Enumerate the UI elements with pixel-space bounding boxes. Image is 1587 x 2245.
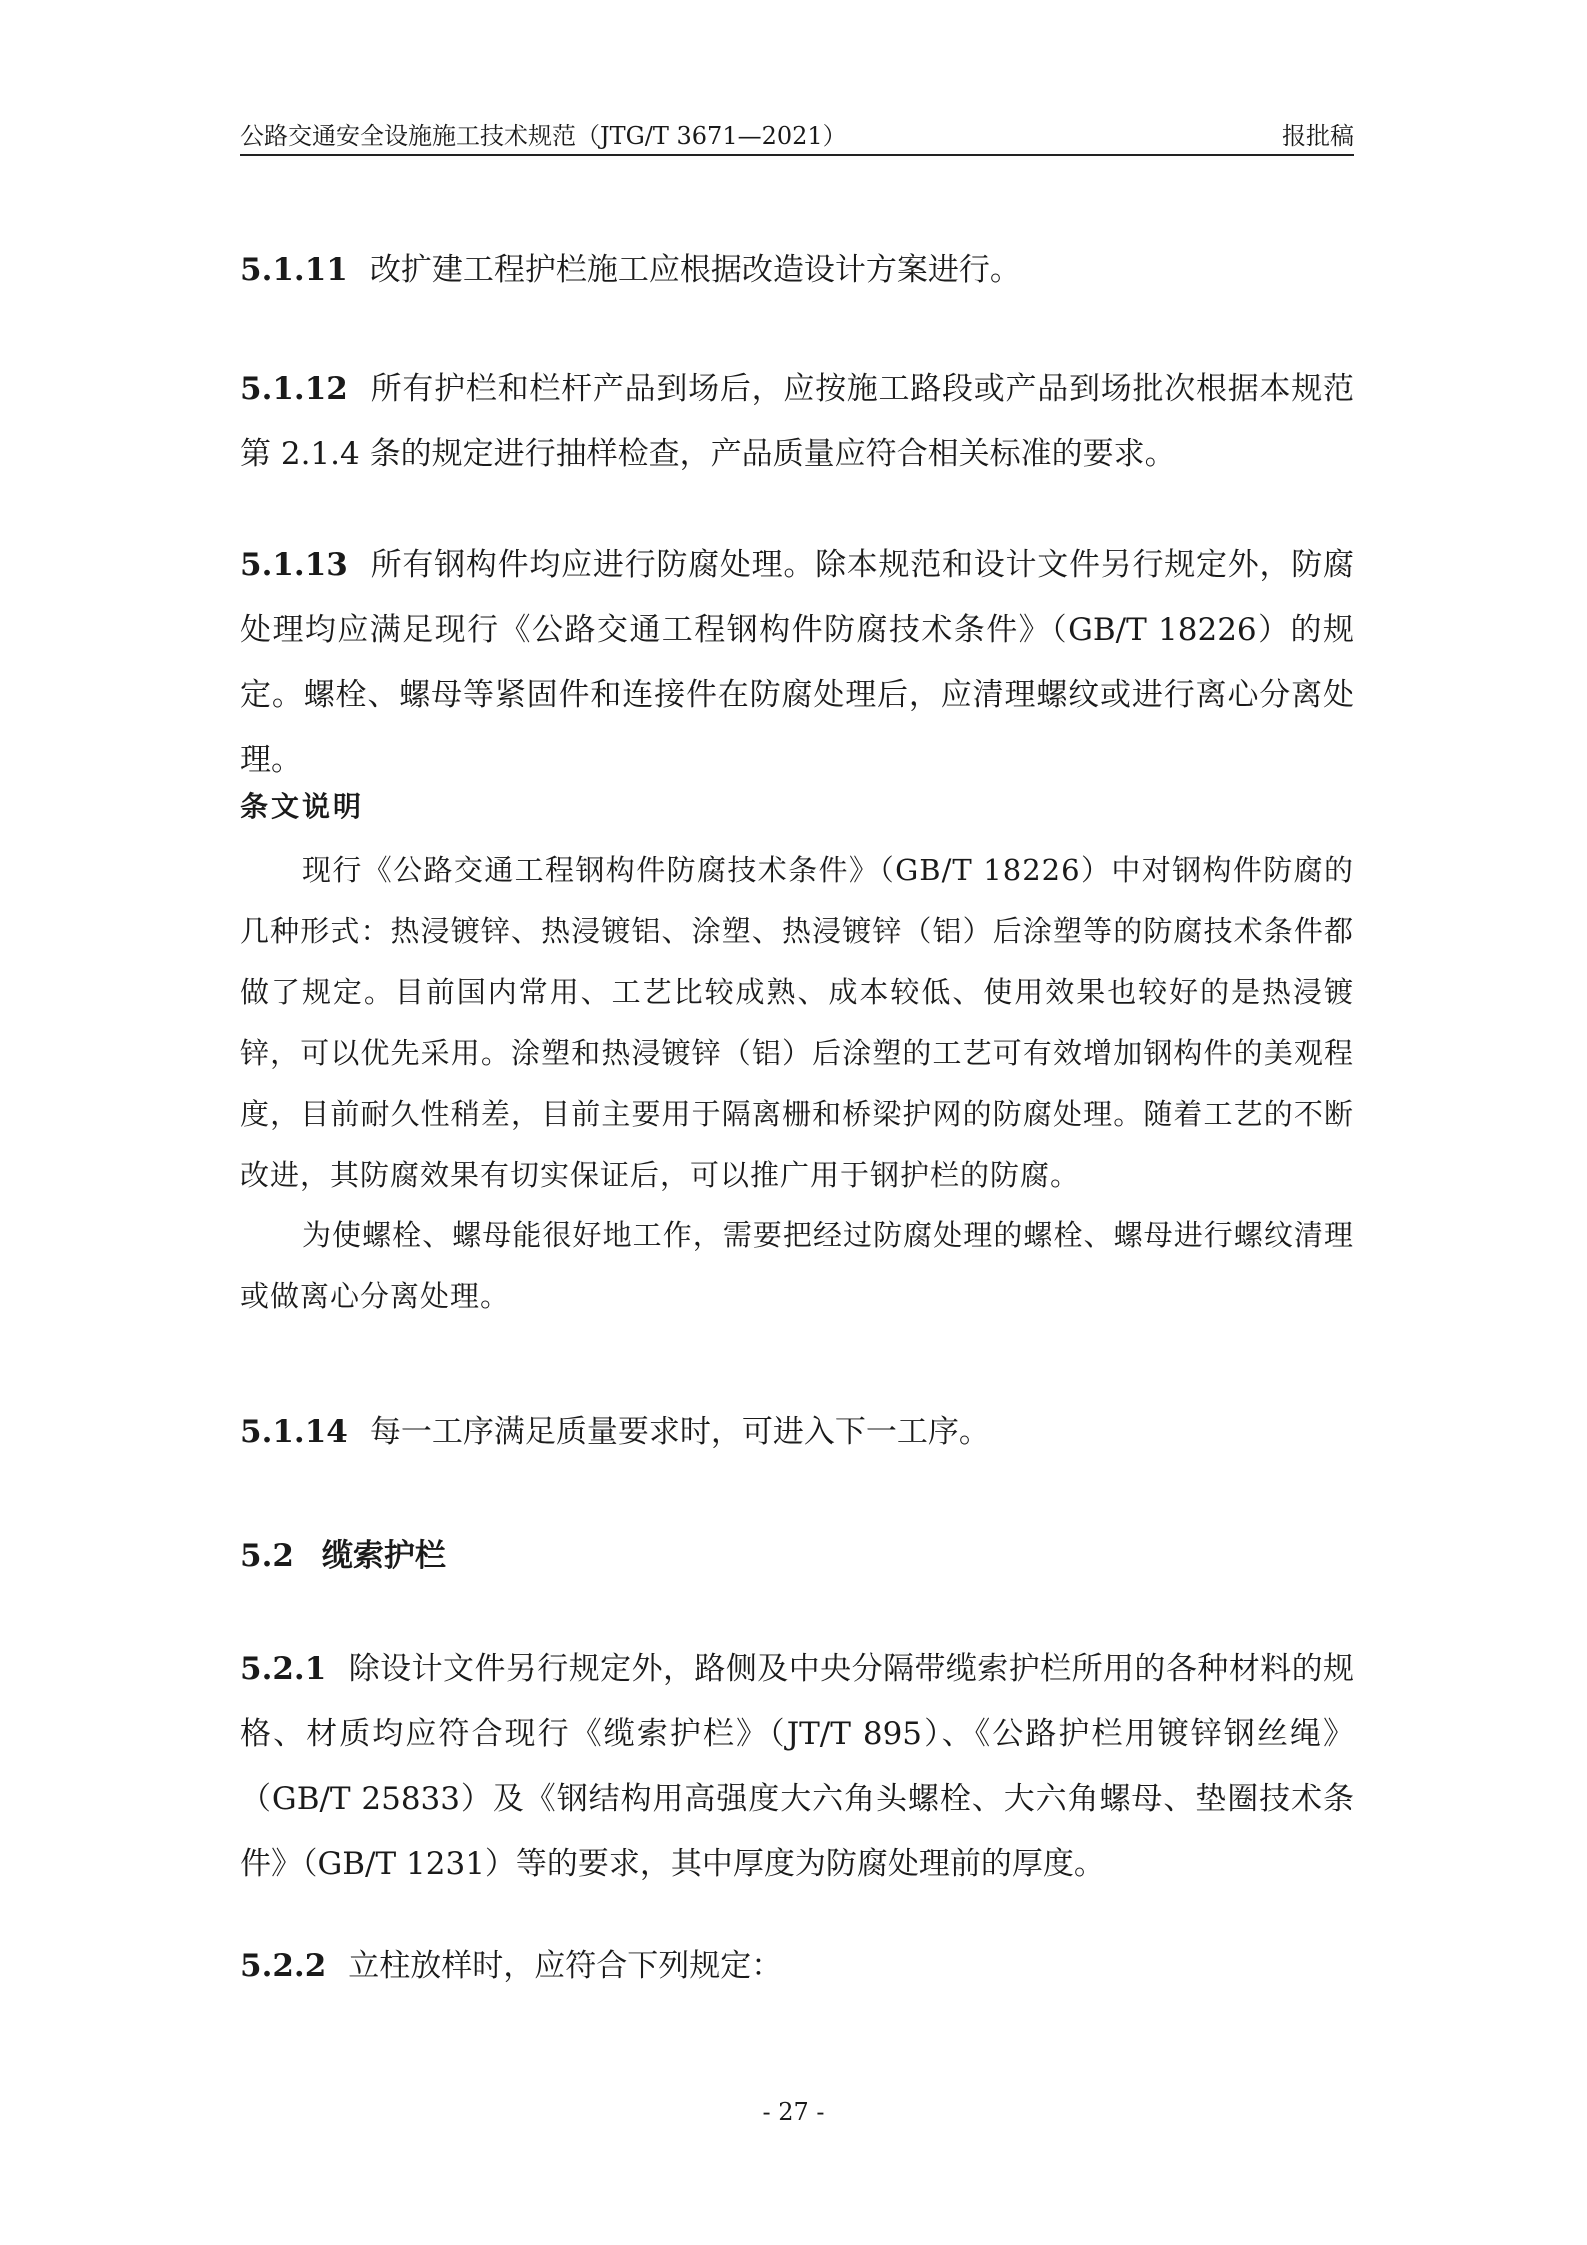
section-title: 缆索护栏 — [321, 1538, 446, 1574]
clause-number: 5.1.12 — [240, 371, 348, 407]
clause-text: 所有护栏和栏杆产品到场后，应按施工路段或产品到场批次根据本规范第 2.1.4 条的规定进行抽样检查，产品质量应符合相关标准的要求。 — [240, 371, 1354, 472]
clause-text: 所有钢构件均应进行防腐处理。除本规范和设计文件另行规定外，防腐处理均应满足现行《公路交通工程钢构件防腐技术条件》（GB/T 18226）的规定。螺栓、螺母等紧固件和连接件在防腐处理后，应清理螺纹或进行离心分离处理。 — [240, 547, 1354, 778]
clause-text: 每一工序满足质量要求时，可进入下一工序。 — [369, 1414, 990, 1450]
clause-number: 5.2.2 — [240, 1948, 327, 1984]
clause-5-1-14 — [240, 1400, 1354, 1465]
section-number: 5.2 — [240, 1538, 294, 1574]
clause-text: 立柱放样时，应符合下列规定： — [348, 1948, 783, 1984]
clause-number: 5.1.13 — [240, 547, 348, 583]
page-number: - 27 - — [762, 2098, 825, 2126]
clause-number: 5.1.11 — [240, 252, 348, 288]
clause-5-2-2 — [240, 1934, 1354, 1999]
document-status: 报批稿 — [1282, 122, 1354, 150]
explanation-paragraph-2: 为使螺栓、螺母能很好地工作，需要把经过防腐处理的螺栓、螺母进行螺纹清理或做离心分离处理。 — [240, 1218, 1354, 1313]
clause-number: 5.2.1 — [240, 1651, 327, 1687]
section-heading — [240, 1530, 446, 1575]
page-header — [240, 104, 1354, 156]
clause-text: 改扩建工程护栏施工应根据改造设计方案进行。 — [369, 252, 1021, 288]
clause-5-1-11 — [240, 238, 1354, 303]
clause-text: 除设计文件另行规定外，路侧及中央分隔带缆索护栏所用的各种材料的规格、材质均应符合现行《缆索护栏》（JT/T 895）、《公路护栏用镀锌钢丝绳》（GB/T 25833）及《钢结构用高强度大六角头螺栓、大六角螺母、垫圈技术条件》（GB/T 1231）等的要求，其中厚度为防腐处理前的厚度。 — [240, 1651, 1354, 1882]
document-title: 公路交通安全设施施工技术规范（JTG/T 3671—2021） — [240, 122, 847, 150]
clause-5-2-1 — [240, 1637, 1354, 1897]
clause-5-1-13 — [240, 533, 1354, 793]
clause-5-1-12 — [240, 357, 1354, 487]
explanation-paragraph-1: 现行《公路交通工程钢构件防腐技术条件》（GB/T 18226）中对钢构件防腐的几种形式：热浸镀锌、热浸镀铝、涂塑、热浸镀锌（铝）后涂塑等的防腐技术条件都做了规定。目前国内常用、工艺比较成熟、成本较低、使用效果也较好的是热浸镀锌，可以优先采用。涂塑和热浸镀锌（铝）后涂塑的工艺可有效增加钢构件的美观程度，目前耐久性稍差，目前主要用于隔离栅和桥梁护网的防腐处理。随着工艺的不断改进，其防腐效果有切实保证后，可以推广用于钢护栏的防腐。 — [240, 853, 1354, 1192]
clause-number: 5.1.14 — [240, 1414, 348, 1450]
explanation-title: 条文说明 — [240, 790, 365, 823]
